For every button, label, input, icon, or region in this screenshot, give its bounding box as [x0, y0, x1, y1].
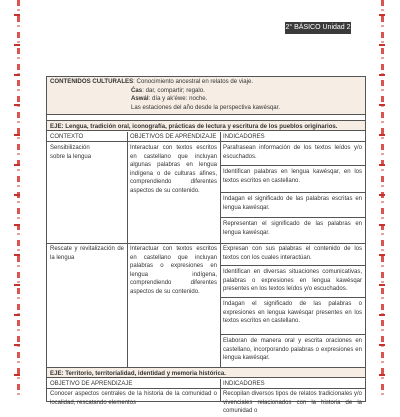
- row2-indicador-4: Elaboran de manera oral y escrita oraciones en castellano, incorporando palabras o expresiones en lengua kawésqar.: [223, 338, 362, 362]
- eje2-row1-objetivo: Conocer aspectos centrales de la historia de la comunidad o localidad, rescatando elementos: [50, 391, 217, 406]
- row2-ind-divider-3: [220, 334, 365, 335]
- header-contexto: CONTEXTO: [47, 132, 127, 142]
- row1-ind-divider-1: [220, 165, 365, 166]
- row2-indicador-2: Identifican en diversas situaciones comunicativas, palabras o expresiones en lengua kawésqar presentes en los textos leídos y/o escuchados.: [223, 269, 362, 293]
- row1-indicador-2: Identifican palabras en lengua kawésqar, en los textos escritos en castellano.: [223, 169, 362, 184]
- row1-indicador-1: Parafrasean información de los textos leídos y/o escuchados.: [223, 145, 362, 160]
- cultural-contents-box: [47, 77, 365, 115]
- row2-ind-divider-2: [220, 297, 365, 298]
- row2-indicador-1: Expresan con sus palabras el contenido de los textos con los cuales interactúan.: [223, 246, 362, 261]
- right-border-ticks: [379, 0, 385, 400]
- row1-ind-divider-2: [220, 192, 365, 193]
- row1-indicador-4: Representan el significado de las palabras en lengua kawésqar.: [223, 221, 362, 236]
- header-indicadores: INDICADORES: [220, 132, 365, 142]
- row1-contexto: Sensibilización sobre la lengua: [50, 145, 92, 160]
- eje-1-title: EJE: Lengua, tradición oral, iconografía, prácticas de lectura y escritura de los pueblos originarios.: [47, 120, 365, 131]
- row1-indicador-3: Indagan el significado de las palabras escritas en lengua kawésqar.: [223, 196, 362, 211]
- term-cas-definition: : dar, compartir; regalo.: [142, 86, 205, 94]
- row2-contexto: Rescate y revitalización de la lengua: [50, 246, 124, 261]
- grade-unit-badge: 2° BÁSICO Unidad 2: [285, 22, 351, 34]
- eje2-row1-indicador: Recopilan diversos tipos de relatos tradicionales y/o vivenciales relacionados con la historia de la comunidad o: [223, 391, 362, 415]
- seasons-text: Las estaciones del año desde la perspectiva kawésqar.: [131, 103, 281, 111]
- term-cas: Ćas: [131, 86, 143, 94]
- eje-2-title: EJE: Territorio, territorialidad, identidad y memoria histórica.: [47, 367, 365, 378]
- left-border-ticks: [14, 0, 20, 400]
- eje2-header-indicadores: INDICADORES: [220, 379, 365, 389]
- term-aswal: Aswál: [131, 95, 149, 103]
- header-objetivos: OBJETIVOS DE APRENDIZAJE: [127, 132, 220, 142]
- eje2-header-objetivos: OBJETIVO DE APRENDIZAJE: [47, 379, 220, 389]
- row2-indicador-3: Indagan el significado de las palabras o expresiones en lengua kawésqar presentes en los textos escritos en castellano.: [223, 301, 362, 325]
- cultural-text: : Conocimiento ancestral en relatos de viaje.: [133, 78, 254, 85]
- row2-ind-divider-1: [220, 265, 365, 266]
- row1-objetivo: Interactuar con textos escritos en castellano que incluyan algunas palabras en lengua indígena o de culturas afines, comprendiendo diferentes aspectos de su contenido.: [130, 145, 217, 194]
- cultural-label: CONTENIDOS CULTURALES: [50, 78, 134, 85]
- row1-ind-divider-3: [220, 217, 365, 218]
- curriculum-table: [46, 76, 366, 415]
- row2-objetivo: Interactuar con textos escritos en castellano que incluyan palabras o expresiones en lengua indígena, comprendiendo diferentes aspectos de su contenido.: [130, 246, 217, 295]
- term-aswal-definition: : día y ak'éwe: noche.: [148, 95, 208, 103]
